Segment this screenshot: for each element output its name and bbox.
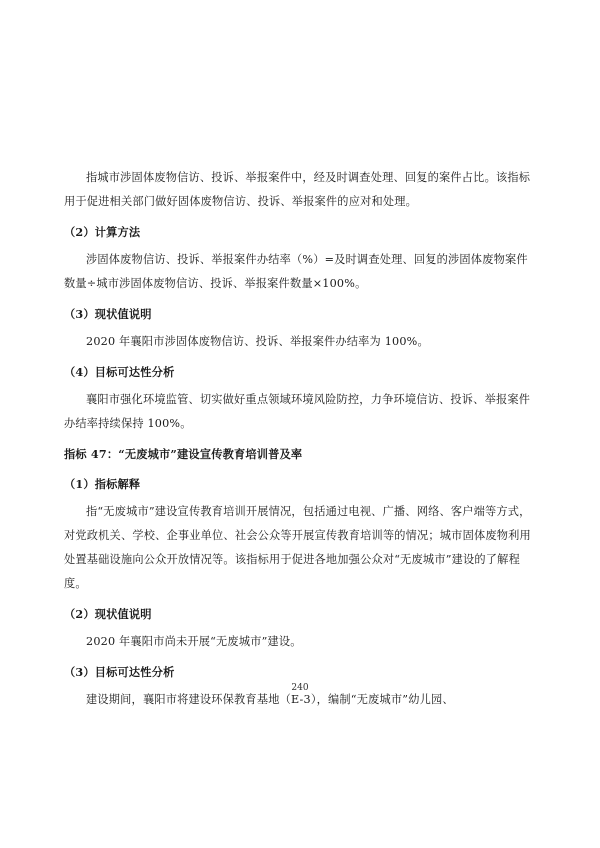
paragraph-status-value: 2020 年襄阳市涉固体废物信访、投诉、举报案件办结率为 100%。 xyxy=(86,335,429,348)
paragraph-intro: 指城市涉固体废物信访、投诉、举报案件中，经及时调查处理、回复的案件占比。该指标用于促进相关部门做好固体废物信访、投诉、举报案件的应对和处理。 xyxy=(64,171,531,208)
page-content xyxy=(64,166,534,712)
indicator-47-title: 指标 47：“无废城市”建设宣传教育培训普及率 xyxy=(64,447,303,461)
heading-feasibility: （4）目标可达性分析 xyxy=(64,365,175,379)
heading-indicator-explanation: （1）指标解释 xyxy=(64,477,141,491)
paragraph-calculation-method: 涉固体废物信访、投诉、举报案件办结率（%）=及时调查处理、回复的涉固体废物案件数量÷城市涉固体废物信访、投诉、举报案件数量×100%。 xyxy=(64,253,528,290)
paragraph-feasibility-2: 建设期间，襄阳市将建设环保教育基地（E-3），编制“无废城市”幼儿园、 xyxy=(86,693,454,706)
paragraph-indicator-explanation: 指“无废城市”建设宣传教育培训开展情况，包括通过电视、广播、网络、客户端等方式，对党政机关、学校、企事业单位、社会公众等开展宣传教育培训等的情况；城市固体废物利用处置基础设施向公众开放情况等。该指标用于促进各地加强公众对“无废城市”建设的了解程度。 xyxy=(64,505,531,590)
paragraph-feasibility: 襄阳市强化环境监管、切实做好重点领域环境风险防控，力争环境信访、投诉、举报案件办结率持续保持 100%。 xyxy=(64,393,531,430)
heading-calculation-method: （2）计算方法 xyxy=(64,225,141,239)
heading-status-value-2: （2）现状值说明 xyxy=(64,607,152,621)
heading-feasibility-2: （3）目标可达性分析 xyxy=(64,665,175,679)
paragraph-status-value-2: 2020 年襄阳市尚未开展“无废城市”建设。 xyxy=(86,635,302,648)
heading-status-value: （3）现状值说明 xyxy=(64,307,152,321)
page-number: 240 xyxy=(291,683,309,693)
